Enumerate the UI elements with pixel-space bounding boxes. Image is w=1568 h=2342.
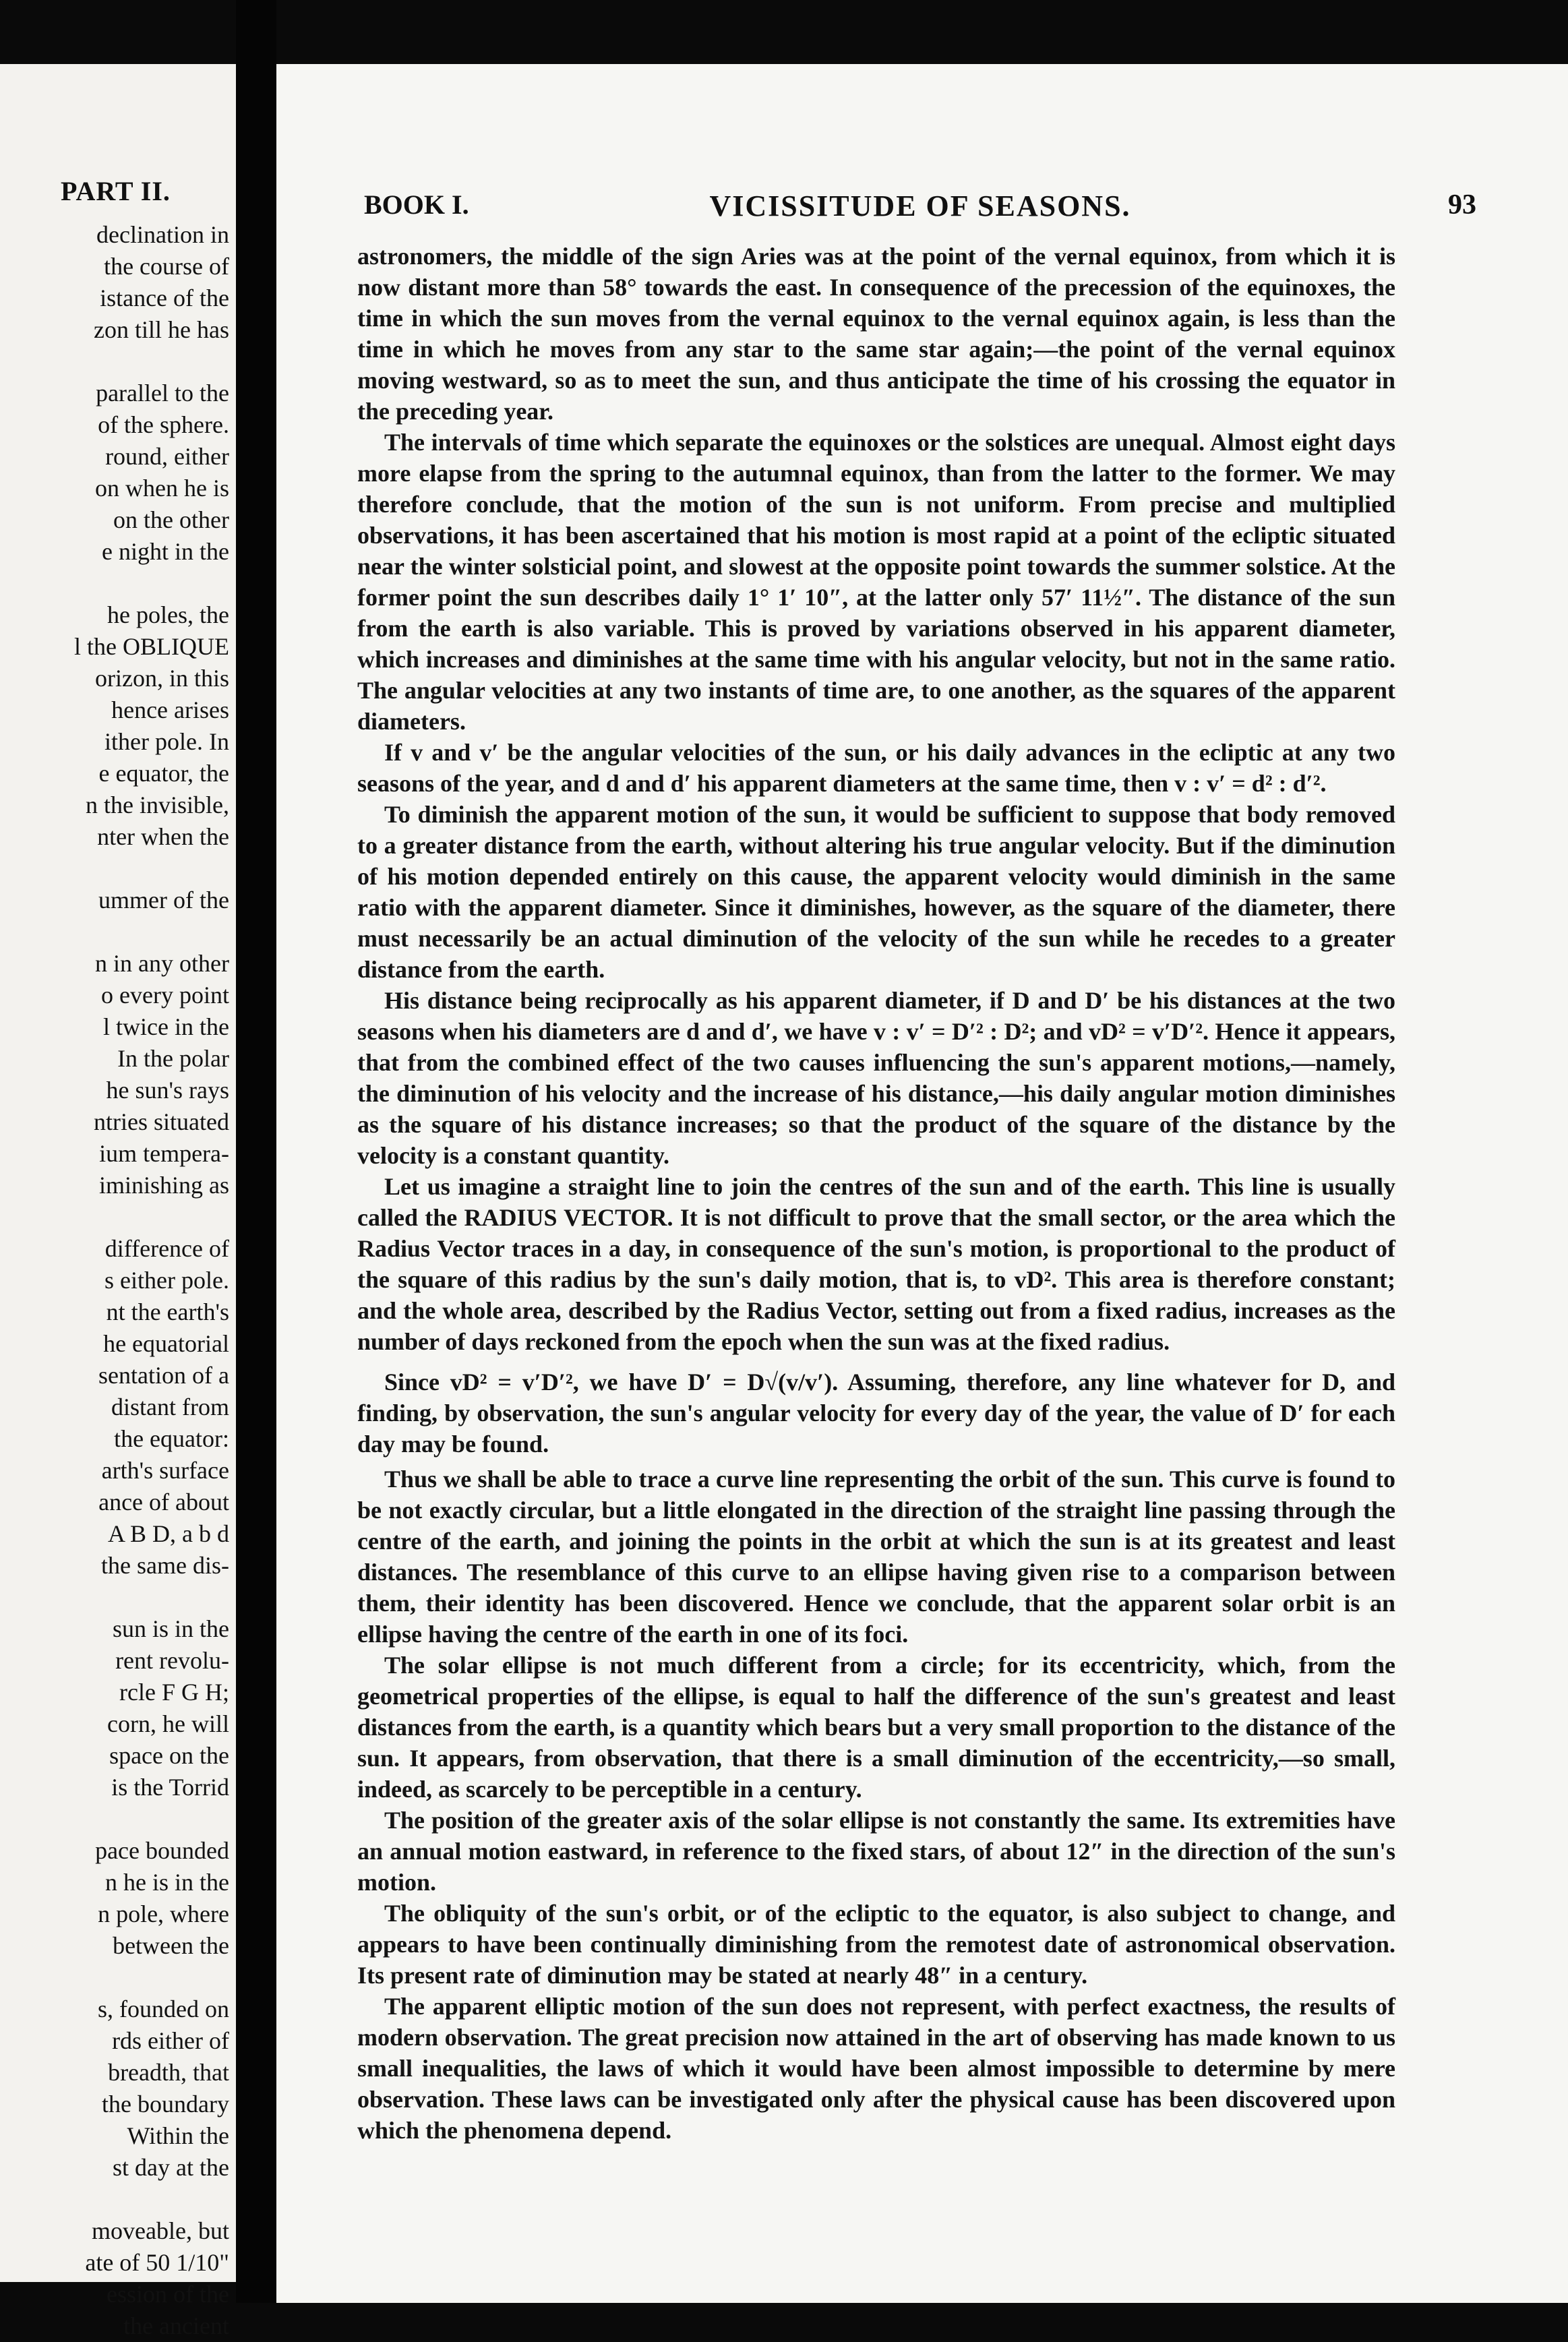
left-page-line: is the Torrid (111, 1774, 229, 1801)
left-page-line: ate of 50 1/10" (85, 2249, 229, 2276)
left-page-gap (0, 568, 236, 599)
left-page-line: the course of (104, 253, 229, 280)
left-page-gap (0, 1962, 236, 1993)
left-page-line: sentation of a (98, 1362, 229, 1389)
left-page-line: the same dis- (101, 1552, 229, 1579)
paragraph: If v and v′ be the angular velocities of the sun, or his daily advances in the ecliptic at any two seasons of the year, and d and d′ his apparent diameters at the same time, then v : v′ = d² : d′². (357, 739, 1395, 797)
left-page-line: the ancient (123, 2312, 229, 2339)
left-page-line: n he is in the (105, 1869, 229, 1896)
left-page-line: space on the (109, 1742, 229, 1769)
left-page-gap (0, 853, 236, 884)
left-page-line: arth's surface (101, 1457, 229, 1484)
left-page-gap (0, 1803, 236, 1835)
left-page-line: Within the (127, 2122, 229, 2149)
book-gutter (236, 0, 276, 2303)
left-page-line: ntries situated (94, 1108, 229, 1135)
paragraph: The solar ellipse is not much different from a circle; for its eccentricity, which, from the geometrical properties of the ellipse, is equal to half the difference of the sun's greatest and least distances from the earth, is a quantity which bears but a very small proportion to the distance of the sun. It appears, from observation, that there is a small diminution of the eccentricity,—so small, indeed, as scarcely to be perceptible in a century. (357, 1652, 1395, 1803)
paragraph: Let us imagine a straight line to join the centres of the sun and of the earth. This line is usually called the RADIUS VECTOR. It is not difficult to prove that the small sector, or the area which the Radius Vector traces in a day, in consequence of the sun's motion, is proportional to the product of the square of this radius by the sun's daily motion, that is, to vD². This area is therefore constant; and the whole area, described by the Radius Vector, setting out from a fixed radius, increases as the number of days reckoned from the epoch when the sun was at the fixed radius. (357, 1173, 1395, 1355)
page-number: 93 (1448, 189, 1476, 220)
paragraph: To diminish the apparent motion of the sun, it would be sufficient to suppose that body removed to a greater distance from the earth, without altering his true angular velocity. But if the diminution of his motion depended entirely on this cause, the apparent velocity would diminish in the same ratio with the apparent diameter. Since it diminishes, however, as the square of the diameter, there must necessarily be an actual diminution of the velocity of the sun while he recedes to a greater distance from the earth. (357, 801, 1395, 983)
left-page-line: n in any other (95, 950, 229, 977)
left-page-line: moveable, but (92, 2217, 229, 2244)
left-page-line: ance of about (98, 1489, 229, 1515)
left-page-gap (0, 2184, 236, 2215)
left-page-line: pace bounded (95, 1837, 229, 1864)
left-page-line: the equator: (114, 1425, 229, 1452)
left-page-line: ium tempera- (99, 1140, 229, 1167)
left-page-line: on the other (113, 506, 229, 533)
left-page-line: n pole, where (98, 1900, 229, 1927)
left-page-line: ession of the (107, 2281, 229, 2308)
left-page-line: orizon, in this (95, 665, 229, 692)
left-page-line: rent revolu- (115, 1647, 229, 1674)
paragraph: astronomers, the middle of the sign Aries was at the point of the vernal equinox, from which it is now distant more than 58° towards the east. In consequence of the precession of the equinoxes, the time in which the sun moves from the vernal equinox to the vernal equinox again, is less than the time in which he moves from any star to the same star again;—the point of the vernal equinox moving westward, so as to meet the sun, and thus anticipate the time of his crossing the equator in the preceding year. (357, 243, 1395, 425)
paragraph: The intervals of time which separate the equinoxes or the solstices are unequal. Almost eight days more elapse from the spring to the autumnal equinox, than from the latter to the former. We may therefore conclude, that the motion of the sun is not uniform. From precise and multiplied observations, it has been ascertained that his motion is most rapid at a point of the ecliptic situated near the winter solsticial point, and slowest at the opposite point towards the summer solstice. At the former point the sun describes daily 1° 1′ 10″, at the latter only 57′ 11½″. The distance of the sun from the earth is also variable. This is proved by variations observed in his apparent diameter, which increases and diminishes at the same time with his angular velocity, but not in the same ratio. The angular velocities at any two instants of time are, to one another, as the squares of the apparent diameters. (357, 429, 1395, 735)
left-page-line: hence arises (111, 696, 229, 723)
formula-paragraph: Since vD² = v′D′², we have D′ = D√(v/v′). Assuming, therefore, any line whatever for D, and finding, by observation, the sun's angular velocity for every day of the year, the value of D′ for each day may be found. (357, 1369, 1395, 1458)
right-page (276, 64, 1568, 2303)
paragraph: The apparent elliptic motion of the sun does not represent, with perfect exactness, the results of modern observation. The great precision now attained in the art of observing has made known to us small inequalities, the laws of which it would have been almost impossible to determine by mere observation. These laws can be investigated only after the physical cause has been discovered upon which the phenomena depend. (357, 1993, 1395, 2144)
left-page-line: declination in (96, 221, 229, 248)
left-page-line: e night in the (102, 538, 229, 565)
left-page-line: he equatorial (103, 1330, 229, 1357)
left-page-gap (0, 1201, 236, 1233)
left-page-line: s either pole. (104, 1267, 229, 1294)
left-page-line: l the OBLIQUE (74, 633, 229, 660)
left-page-line: round, either (105, 443, 229, 470)
left-page-header: PART II. (61, 176, 171, 206)
left-page-line: ummer of the (98, 887, 229, 913)
left-page-gap (0, 1582, 236, 1613)
left-page-line: corn, he will (107, 1710, 229, 1737)
left-page-line: he poles, the (107, 601, 229, 628)
left-page-line: sun is in the (112, 1615, 229, 1642)
left-page-line: st day at the (113, 2154, 229, 2181)
left-page-line: iminishing as (98, 1172, 229, 1199)
left-page-line: breadth, that (108, 2059, 229, 2086)
left-page-line: nter when the (97, 823, 229, 850)
left-page-line: nt the earth's (106, 1298, 229, 1325)
left-page-line: he sun's rays (106, 1077, 229, 1104)
paragraph: The position of the greater axis of the solar ellipse is not constantly the same. Its extremities have an annual motion eastward, in reference to the fixed stars, of about 12″ in the direction of the sun's motion. (357, 1807, 1395, 1896)
left-page-line: l twice in the (103, 1013, 229, 1040)
left-page-line: zon till he has (94, 316, 229, 343)
left-page-line: o every point (101, 982, 229, 1009)
left-page-line: between the (113, 1932, 229, 1959)
left-page-line: of the sphere. (98, 411, 229, 438)
left-page-gap (0, 346, 236, 378)
left-page-gap (0, 916, 236, 948)
left-page-line: parallel to the (96, 380, 229, 407)
left-page-line: rds either of (112, 2027, 229, 2054)
left-page-line: distant from (111, 1393, 229, 1420)
left-page-line: s, founded on (98, 1995, 229, 2022)
paragraph: His distance being reciprocally as his apparent diameter, if D and D′ be his distances at the two seasons when his diameters are d and d′, we have v : v′ = D′² : D²; and vD² = v′D′². Hence it appears, that from the combined effect of the two causes influencing the sun's apparent motions,—namely, the diminution of his velocity and the increase of his distance,—his daily angular motion diminishes as the square of his distance increases; so that the product of the square of the distance by the velocity is a constant quantity. (357, 987, 1395, 1169)
body-text (357, 241, 1395, 2146)
left-page-line: In the polar (117, 1045, 229, 1072)
left-page-line: ither pole. In (104, 728, 229, 755)
left-page-line: A B D, a b d (108, 1520, 229, 1547)
left-page-line: on when he is (95, 475, 229, 502)
running-header (364, 189, 1476, 229)
running-title: VICISSITUDE OF SEASONS. (709, 189, 1131, 222)
paragraph: Thus we shall be able to trace a curve line representing the orbit of the sun. This curve is found to be not exactly circular, but a little elongated in the direction of the straight line passing through the centre of the earth, and joining the points in the orbit at which the sun is at its greatest and least distances. The resemblance of this curve to an ellipse having given rise to a comparison between them, their identity has been discovered. Hence we conclude, that the apparent solar orbit is an ellipse having the centre of the earth in one of its foci. (357, 1466, 1395, 1648)
left-page-line: difference of (104, 1235, 229, 1262)
left-page-line: the boundary (102, 2091, 229, 2118)
left-page-lines (0, 219, 236, 2342)
left-page-line: e equator, the (98, 760, 229, 787)
book-label: BOOK I. (364, 189, 469, 220)
left-page-line: rcle F G H; (119, 1679, 229, 1706)
left-page-line: istance of the (100, 284, 229, 311)
left-facing-page (0, 64, 236, 2339)
paragraph: The obliquity of the sun's orbit, or of the ecliptic to the equator, is also subject to change, and appears to have been continually diminishing from the remotest date of astronomical observation. Its present rate of diminution may be stated at nearly 48″ in a century. (357, 1900, 1395, 1989)
left-page-line: n the invisible, (86, 791, 229, 818)
